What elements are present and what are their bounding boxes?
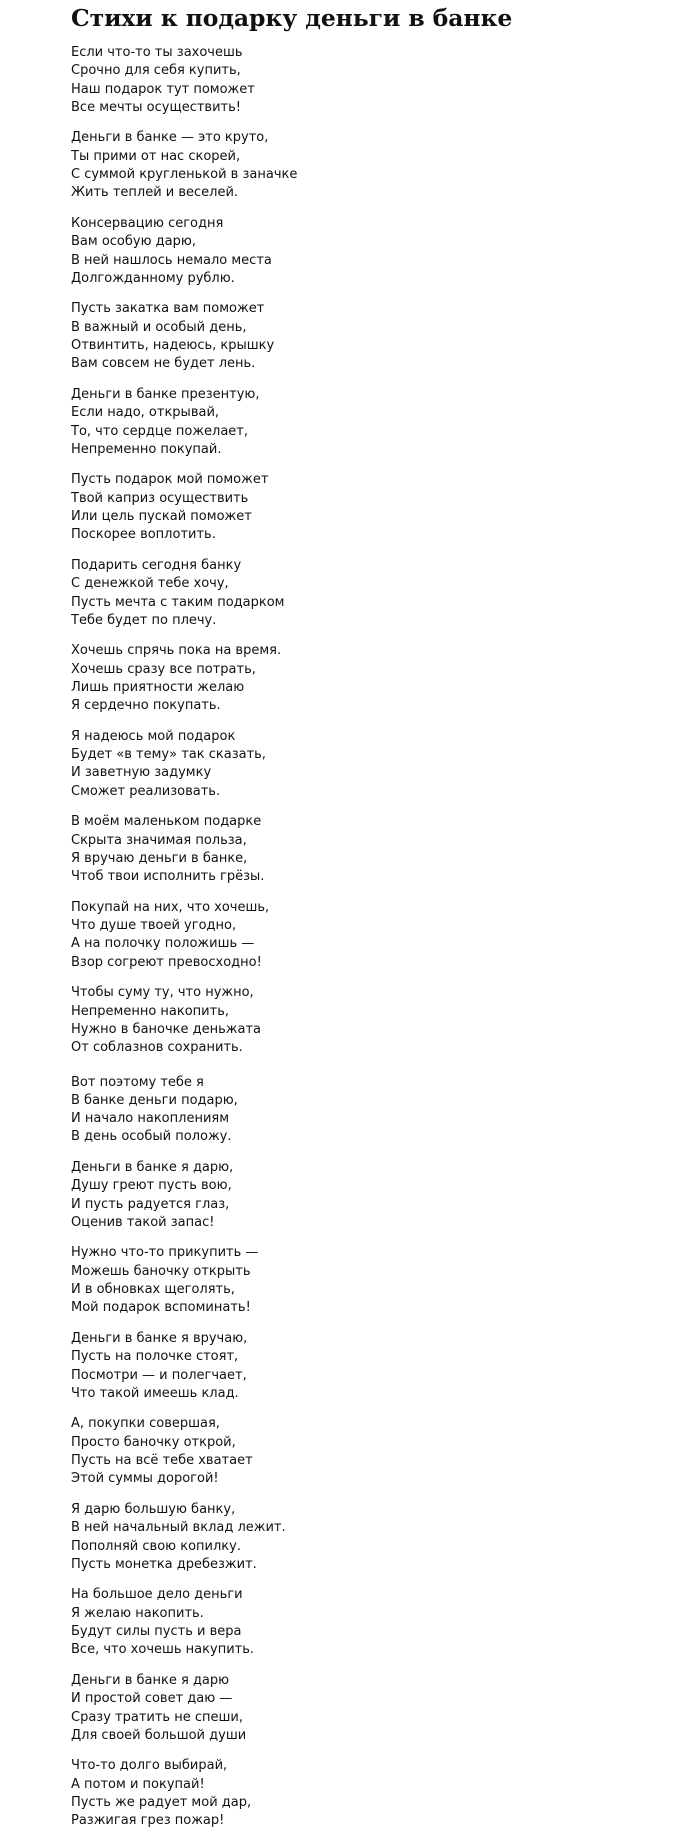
poem-stanza — [71, 557, 671, 630]
poem-stanza — [71, 728, 671, 801]
poem-line: Скрыта значимая польза, — [71, 832, 247, 848]
poem-stanza — [71, 1672, 671, 1745]
poem-stanzas — [71, 44, 671, 1831]
poem-line: Хочешь спрячь пока на время. — [71, 643, 282, 659]
poem-line: Душу греют пусть вою, — [71, 1178, 232, 1194]
poem-line: И пусть радуется глаз, — [71, 1196, 230, 1212]
poem-line: В моём маленьком подарке — [71, 814, 262, 830]
poem-line: Разжигая грез пожар! — [71, 1813, 225, 1829]
poem-line: Что такой имеешь клад. — [71, 1385, 239, 1401]
poem-line: Срочно для себя купить, — [71, 63, 241, 79]
poem-line: Деньги в банке я дарю — [71, 1672, 230, 1688]
poem-line: Все, что хочешь накупить. — [71, 1642, 255, 1658]
poem-line: Пополняй свою копилку. — [71, 1538, 241, 1554]
poem-line: На большое дело деньги — [71, 1587, 243, 1603]
poem-line: Вот поэтому тебе я — [71, 1074, 204, 1090]
poem-line: Покупай на них, что хочешь, — [71, 899, 270, 915]
poem-line: От соблазнов сохранить. — [71, 1040, 243, 1056]
poem-line: Консервацию сегодня — [71, 215, 224, 231]
poem-stanza — [71, 642, 671, 715]
poem-line: Отвинтить, надеюсь, крышку — [71, 338, 275, 354]
poem-stanza — [71, 386, 671, 459]
poem-line: Пусть подарок мой поможет — [71, 472, 269, 488]
poem-line: Все мечты осуществить! — [71, 99, 241, 115]
poem-line: Хочешь сразу все потрать, — [71, 661, 256, 677]
poem-line: А, покупки совершая, — [71, 1416, 220, 1432]
poem-line: Пусть монетка дребезжит. — [71, 1556, 257, 1572]
poem-line: Будут силы пусть и вера — [71, 1624, 242, 1640]
poem-line: Пусть мечта с таким подарком — [71, 594, 285, 610]
poem-line: И начало накоплениям — [71, 1111, 230, 1127]
poem-line: Сразу тратить не спеши, — [71, 1709, 243, 1725]
poem-line: Просто баночку открой, — [71, 1434, 236, 1450]
poem-line: Будет «в тему» так сказать, — [71, 747, 266, 763]
poem-line: Подарить сегодня банку — [71, 557, 242, 573]
poem-line: А на полочку положишь — — [71, 936, 255, 952]
page-title: Стихи к подарку деньги в банке — [71, 4, 513, 32]
poem-line: Поскорее воплотить. — [71, 527, 216, 543]
poem-line: С денежкой тебе хочу, — [71, 576, 229, 592]
poem-line: Я вручаю деньги в банке, — [71, 850, 248, 866]
poem-line: С суммой кругленькой в заначке — [71, 167, 298, 183]
poem-line: И заветную задумку — [71, 765, 212, 781]
poem-stanza — [71, 1757, 671, 1830]
poem-line: Пусть на всё тебе хватает — [71, 1453, 253, 1469]
poem-line: В день особый положу. — [71, 1129, 232, 1145]
poem-line: Для своей большой души — [71, 1727, 247, 1743]
poem-line: Я надеюсь мой подарок — [71, 728, 236, 744]
poem-stanza — [71, 1415, 671, 1488]
poem-line: Лишь приятности желаю — [71, 679, 245, 695]
poem-stanza — [71, 215, 671, 288]
poem-stanza — [71, 1501, 671, 1574]
poem-line: И в обновках щеголять, — [71, 1282, 235, 1298]
poem-stanza — [71, 1159, 671, 1232]
poem-line: Чтоб твои исполнить грёзы. — [71, 869, 265, 885]
poem-line: И простой совет даю — — [71, 1691, 233, 1707]
poem-stanza — [71, 899, 671, 972]
poem-line: Нужно в баночке деньжата — [71, 1021, 262, 1037]
poem-line: В ней нашлось немало места — [71, 252, 272, 268]
poem-line: Пусть закатка вам поможет — [71, 301, 265, 317]
poem-line: Наш подарок тут поможет — [71, 81, 255, 97]
poem-line: Можешь баночку открыть — [71, 1263, 251, 1279]
poem-article — [71, 0, 671, 1843]
poem-line: То, что сердце пожелает, — [71, 423, 249, 439]
poem-stanza — [71, 1244, 671, 1317]
poem-line: В банке деньги подарю, — [71, 1092, 238, 1108]
poem-line: Если надо, открывай, — [71, 405, 220, 421]
poem-line: Непременно покупай. — [71, 441, 222, 457]
poem-line: Или цель пускай поможет — [71, 509, 252, 525]
poem-line: В важный и особый день, — [71, 319, 247, 335]
poem-line: Посмотри — и полегчает, — [71, 1367, 247, 1383]
poem-line: Ты прими от нас скорей, — [71, 148, 241, 164]
poem-line: Взор согреют превосходно! — [71, 954, 262, 970]
poem-line: Деньги в банке я вручаю, — [71, 1330, 248, 1346]
poem-line: Жить теплей и веселей. — [71, 185, 239, 201]
poem-line: Мой подарок вспоминать! — [71, 1300, 251, 1316]
poem-line: Долгожданному рублю. — [71, 270, 235, 286]
poem-line: Оценив такой запас! — [71, 1214, 215, 1230]
poem-stanza — [71, 813, 671, 886]
poem-line: Чтобы суму ту, что нужно, — [71, 985, 254, 1001]
poem-line: Непременно накопить, — [71, 1003, 229, 1019]
poem-stanza — [71, 300, 671, 373]
poem-line: Вам совсем не будет лень. — [71, 356, 256, 372]
poem-line: Я сердечно покупать. — [71, 698, 221, 714]
poem-stanza — [71, 1586, 671, 1659]
poem-stanza — [71, 471, 671, 544]
poem-line: Что-то долго выбирай, — [71, 1758, 228, 1774]
poem-line: Деньги в банке — это круто, — [71, 130, 269, 146]
poem-line: Твой каприз осуществить — [71, 490, 249, 506]
poem-line: Сможет реализовать. — [71, 783, 221, 799]
poem-line: Деньги в банке презентую, — [71, 386, 260, 402]
poem-line: Пусть же радует мой дар, — [71, 1794, 252, 1810]
poem-stanza — [71, 1074, 671, 1147]
poem-line: Если что-то ты захочешь — [71, 45, 243, 60]
poem-stanza — [71, 1330, 671, 1403]
poem-line: Этой суммы дорогой! — [71, 1471, 219, 1487]
poem-line: В ней начальный вклад лежит. — [71, 1520, 286, 1536]
poem-line: Я желаю накопить. — [71, 1605, 204, 1621]
poem-line: Деньги в банке я дарю, — [71, 1160, 234, 1175]
poem-line: Я дарю большую банку, — [71, 1501, 236, 1517]
poem-line: Что душе твоей угодно, — [71, 918, 237, 934]
poem-line: Тебе будет по плечу. — [71, 612, 217, 628]
poem-stanza — [71, 984, 671, 1057]
poem-line: Вам особую дарю, — [71, 234, 196, 250]
poem-line: А потом и покупай! — [71, 1776, 205, 1792]
poem-stanza — [71, 129, 671, 202]
poem-stanza — [71, 44, 671, 117]
poem-line: Пусть на полочке стоят, — [71, 1349, 239, 1365]
poem-line: Нужно что-то прикупить — — [71, 1245, 259, 1261]
